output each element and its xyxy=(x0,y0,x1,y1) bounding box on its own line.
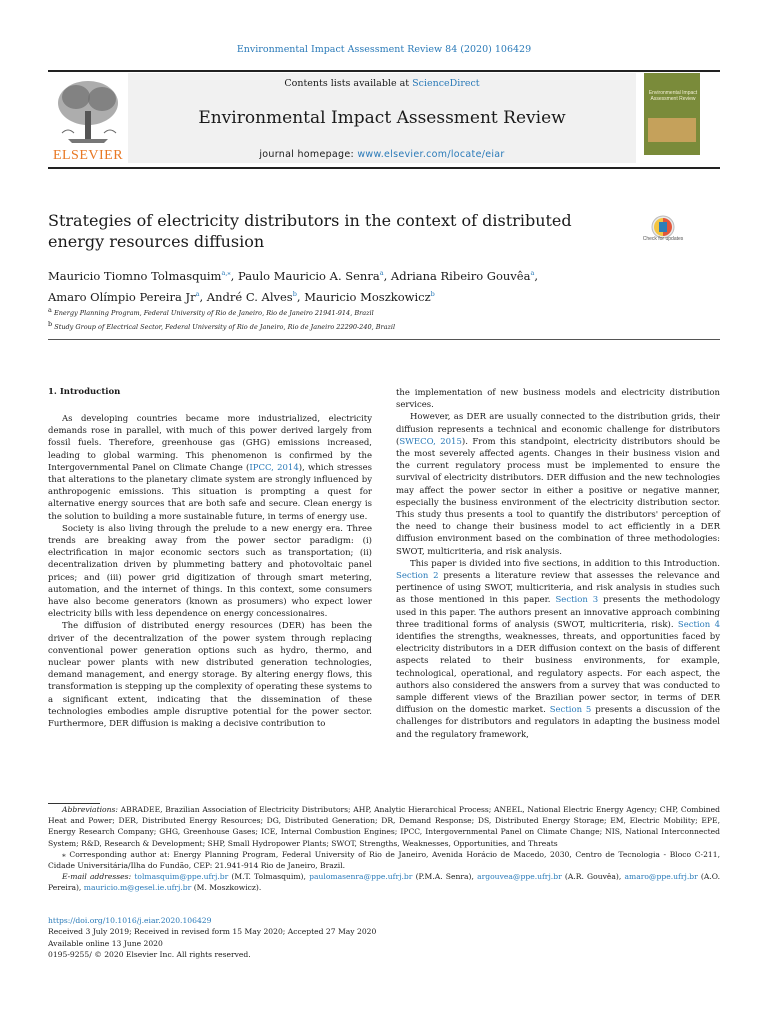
affiliation: $^b$ Study Group of Electrical Sector, Federal University of Rio de Janeiro, Rio de Janeiro 22290-240, Brazil xyxy=(48,320,396,332)
left-column xyxy=(48,413,372,730)
affiliations xyxy=(48,305,688,333)
available-online: Available online 13 June 2020 xyxy=(48,938,163,948)
email-link[interactable]: paulomasenra@ppe.ufrj.br xyxy=(309,872,413,882)
citation-link[interactable]: IPCC, 2014 xyxy=(249,462,299,473)
citation-link[interactable]: SWECO, 2015 xyxy=(399,436,462,447)
abbreviations-footnote: Abbreviations: ABRADEE, Brazilian Association of Electricity Distributors; AHP, Analytic Hierarchical Process; ANEEL, National Electric Energy Agency; CHP, Combined Heat and Power; DER, Distributed Energy Resources; DG, Distributed Generation; DR, Demand Response; DS, Distributed Energy Storage; EM, Electric Mobility; EPE, Energy Research Company; GHG, Greenhouse Gases; ICE, Internal Combustion Engines; IPCC, Intergovernmental Panel on Climate Change; NIS, National Interconnected System; R&D, Research & Development; SHP, Small Hydropower Plants; SWOT, Strengths, Weaknesses, Opportunities, and Threats xyxy=(48,805,720,848)
journal-reference[interactable]: Environmental Impact Assessment Review 84 (2020) 106429 xyxy=(236,44,532,55)
paragraph: Society is also living through the prelude to a new energy era. Three trends are breaking away from the power sector paradigm: (i) electrification in major economic sectors such as transportation; (ii) decentralization driven by plummeting battery and photovoltaic panel prices; and (iii) power grid digitization of through smart metering, automation, and the internet of things. In this context, some consumers have also become generators (known as prosumers) who expect lower electricity bills with less dependence on energy concessionaires. xyxy=(48,523,372,620)
section-link[interactable]: Section 3 xyxy=(555,595,599,606)
author[interactable]: Mauricio Moszkowicz$^b$ xyxy=(304,289,435,304)
section-link[interactable]: Section 2 xyxy=(396,571,439,582)
paper-title: Strategies of electricity distributors in the context of distributed energy resources diffusion xyxy=(48,211,572,251)
contents-line: Contents lists available at ScienceDirect xyxy=(284,78,480,89)
header-bottom-rule xyxy=(48,167,720,169)
journal-title: Environmental Impact Assessment Review xyxy=(198,108,566,128)
cover-image xyxy=(648,118,696,142)
corresponding-author-footnote: ⁎ Corresponding author at: Energy Planning Program, Federal University of Rio de Janeiro, Avenida Horácio de Macedo, 2030, Centro de Tecnologia - Bloco C-211, Cidade Universitária/Ilha do Fundão, CEP: 21.941-914 Rio de Janeiro, Brazil. xyxy=(48,849,720,871)
email-footnote: E-mail addresses: tolmasquim@ppe.ufrj.br (M.T. Tolmasquim), paulomasenra@ppe.ufrj.br (P.M.A. Senra), argouvea@ppe.ufrj.br (A.R. Gouvêa), amaro@ppe.ufrj.br (A.O. Pereira), mauricio.m@gesel.ie.ufrj.br (M. Moszkowicz). xyxy=(48,872,720,893)
section-link[interactable]: Section 4 xyxy=(677,619,720,630)
cover-title: Environmental Impact Assessment Review xyxy=(648,90,698,102)
author-list xyxy=(48,264,688,306)
paragraph: the implementation of new business models and electricity distribution services. xyxy=(396,388,720,411)
elsevier-wordmark: ELSEVIER xyxy=(52,148,124,163)
section-heading: 1. Introduction xyxy=(48,387,121,397)
article-info xyxy=(48,915,548,960)
email-link[interactable]: argouvea@ppe.ufrj.br xyxy=(477,872,562,882)
author[interactable]: Mauricio Tiomno Tolmasquim$^{a,⁎}$, xyxy=(48,268,238,283)
affiliation: $^a$ Energy Planning Program, Federal University of Rio de Janeiro, Rio de Janeiro 21941-914, Brazil xyxy=(48,306,374,318)
check-for-updates-label[interactable]: Check for updates xyxy=(642,236,684,242)
section-link[interactable]: Section 5 xyxy=(549,705,592,716)
paragraph: This paper is divided into five sections, in addition to this Introduction. Section 2 presents a literature review that assesses the relevance and pertinence of using SWOT, multicriteria, and risk analysis in studies such as those mentioned in this paper. Section 3 presents the methodology used in this paper. The authors present an innovative approach combining three traditional forms of analysis (SWOT, multicriteria, risk). Section 4 identifies the strengths, weaknesses, threats, and opportunities faced by electricity distributors in a DER diffusion context on the basis of different aspects related to their business environments, for example, technological, operational, and regulatory aspects. For each aspect, the authors also considered the answers from a survey that was conducted to sample different views of the Brazilian power sector, in terms of DER diffusion on the domestic market. Section 5 presents a discussion of the challenges for distributors and regulators in adapting the business model and the regulatory framework, xyxy=(396,558,721,740)
author[interactable]: Amaro Olímpio Pereira Jr$^a$, xyxy=(48,289,207,304)
doi-link[interactable]: https://doi.org/10.1016/j.eiar.2020.106429 xyxy=(48,916,212,925)
author[interactable]: Paulo Mauricio A. Senra$^a$, xyxy=(237,268,391,283)
paragraph: However, as DER are usually connected to the distribution grids, their diffusion represents a technical and economic challenge for distributors (SWECO, 2015). From this standpoint, electricity distributors should be the most severely affected agents. Changes in their business vision and the current regulatory process must be implemented to ensure the survival of electricity distributors. DER diffusion and the new technologies may affect the power sector in either a positive or negative manner, especially the business environment of the electricity distribution sector. This study thus presents a tool to quantify the distributors' perception of the need to change their business model to act efficiently in a DER diffusion environment based on the combination of three methodologies: SWOT, multicriteria, and risk analysis. xyxy=(396,412,720,557)
homepage-link[interactable]: www.elsevier.com/locate/eiar xyxy=(357,149,505,160)
received-dates: Received 3 July 2019; Received in revised form 15 May 2020; Accepted 27 May 2020 xyxy=(48,927,377,937)
check-for-updates-icon[interactable] xyxy=(646,214,680,252)
paragraph: As developing countries became more industrialized, electricity demands rose in parallel, with much of this power derived largely from fossil fuels. Therefore, greenhouse gas (GHG) emissions increased, leading to global warming. This phenomenon is confirmed by the Intergovernmental Panel on Climate Change (IPCC, 2014), which stresses that alterations to the planetary climate system are strongly influenced by anthropogenic emissions. This situation is prompting a quest for alternative energy sources that are both safe and secure. Clean energy is the solution to building a more sustainable future, in terms of energy use. xyxy=(48,414,372,522)
copyright: 0195-9255/ © 2020 Elsevier Inc. All rights reserved. xyxy=(48,949,251,959)
homepage-line: journal homepage: www.elsevier.com/locate/eiar xyxy=(259,149,505,160)
author[interactable]: André C. Alves$^b$, xyxy=(206,289,305,304)
email-link[interactable]: amaro@ppe.ufrj.br xyxy=(624,872,698,882)
email-link[interactable]: mauricio.m@gesel.ie.ufrj.br xyxy=(83,883,192,893)
journal-cover[interactable] xyxy=(644,73,700,155)
header-top-rule xyxy=(48,70,720,72)
email-link[interactable]: tolmasquim@ppe.ufrj.br xyxy=(134,872,229,882)
footnotes xyxy=(48,804,720,894)
right-column xyxy=(396,387,720,741)
abstract-separator xyxy=(48,339,720,340)
sciencedirect-link[interactable]: ScienceDirect xyxy=(412,78,480,89)
author[interactable]: Adriana Ribeiro Gouvêa$^a$, xyxy=(390,268,539,283)
paragraph: The diffusion of distributed energy resources (DER) has been the driver of the decentralization of the power system through replacing conventional power generation options such as hydro, thermo, and nuclear power plants with new distributed generation technologies, demand management, and energy storage. By altering energy flows, this transformation is stepping up the complexity of operating these systems to a significant extent, indicating that the dissemination of these technologies embodies ample disruptive potential for the power sector. Furthermore, DER diffusion is making a decisive contribution to xyxy=(48,621,372,730)
